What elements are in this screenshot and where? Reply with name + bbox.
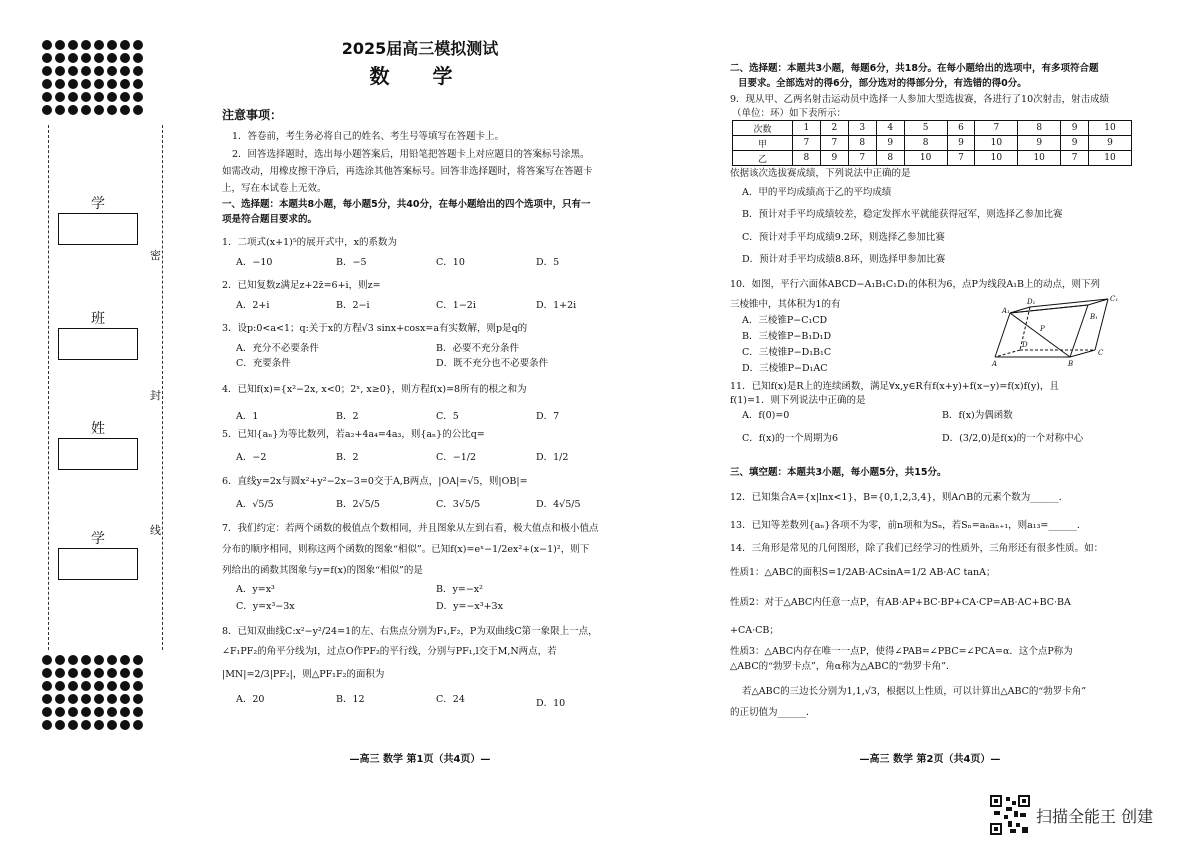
q2-option-d: D．1+2i [536, 300, 577, 311]
table-cell: 1 [792, 121, 820, 136]
q5-option-c: C．−1/2 [436, 452, 477, 463]
q7-option-c: C．y=x³−3x [236, 601, 295, 612]
q3-option-d: D．既不充分也不必要条件 [436, 358, 549, 369]
name-label: 姓 [91, 421, 115, 437]
perforation-dot [133, 92, 143, 102]
perforation-dot [81, 105, 91, 115]
perforation-dot [55, 720, 65, 730]
question-11-line: 11．已知f(x)是R上的连续函数，满足∀x,y∈R有f(x+y)+f(x−y)=f(x)f(y)，且 [730, 381, 1059, 392]
perforation-dots-bottom [42, 655, 146, 733]
q10-option-d: D．三棱锥P−D₁AC [742, 363, 828, 374]
table-cell: 10 [1018, 151, 1061, 166]
perforation-dot [120, 707, 130, 717]
notice-line: 如需改动，用橡皮擦干净后，再选涂其他答案标号。回答非选择题时，将答案写在答题卡 [222, 166, 593, 177]
perforation-dot [107, 668, 117, 678]
perforation-dot [94, 40, 104, 50]
perforation-dot [120, 694, 130, 704]
qr-code-icon [990, 795, 1030, 835]
table-cell: 9 [1061, 136, 1089, 151]
table-cell: 次数 [733, 121, 793, 136]
svg-text:B₁: B₁ [1090, 313, 1098, 321]
question-10-line: 10．如图，平行六面体ABCD−A₁B₁C₁D₁的体积为6，点P为线段A₁B上的动点，则下列 [730, 279, 1100, 290]
table-row [733, 136, 1132, 151]
q2-option-a: A．2+i [236, 300, 270, 311]
q11-option-d: D．(3/2,0)是f(x)的一个对称中心 [942, 433, 1084, 444]
table-cell: 7 [792, 136, 820, 151]
section-heading: 三、填空题：本题共3小题，每小题5分，共15分。 [730, 467, 947, 478]
perforation-dot [42, 655, 52, 665]
perforation-dot [120, 40, 130, 50]
perforation-dot [107, 53, 117, 63]
question-1: 1．二项式(x+1)⁵的展开式中，x的系数为 [222, 237, 397, 248]
perforation-dot [107, 720, 117, 730]
q4-option-c: C．5 [436, 411, 459, 422]
q2-option-b: B．2−i [336, 300, 370, 311]
q7-option-a: A．y=x³ [236, 584, 275, 595]
perforation-dot [133, 40, 143, 50]
q10-option-c: C．三棱锥P−D₁B₁C [742, 347, 832, 358]
perforation-dot [94, 707, 104, 717]
question-2: 2．已知复数z满足z+2z̄=6+i，则z= [222, 280, 381, 291]
seal-mark-mi: 密 [150, 245, 161, 265]
student-id-label: 学 [91, 531, 115, 547]
q1-option-a: A．−10 [236, 257, 273, 268]
perforation-dot [81, 655, 91, 665]
school-field [58, 213, 138, 245]
perforation-dot [42, 40, 52, 50]
perforation-dot [107, 66, 117, 76]
perforation-dot [107, 655, 117, 665]
perforation-dot [133, 707, 143, 717]
question-11-line: f(1)=1．则下列说法中正确的是 [730, 395, 866, 406]
svg-text:D₁: D₁ [1027, 298, 1036, 306]
question-8-line: ∠F₁PF₂的角平分线为l，过点O作PF₂的平行线，分别与PF₁,l交于M,N两点，若 [222, 646, 557, 657]
score-table [732, 120, 1132, 166]
perforation-dot [68, 53, 78, 63]
question-12: 12．已知集合A={x|lnx<1}，B={0,1,2,3,4}，则A∩B的元素个数为______． [730, 492, 1069, 503]
table-cell: 9 [1061, 121, 1089, 136]
perforation-dot [81, 40, 91, 50]
table-cell: 9 [947, 136, 975, 151]
table-cell: 4 [876, 121, 904, 136]
q7-option-b: B．y=−x² [436, 584, 483, 595]
perforation-dot [55, 66, 65, 76]
seal-mark-xian: 线 [150, 520, 161, 540]
perforation-dot [68, 694, 78, 704]
perforation-dot [55, 707, 65, 717]
perforation-dot [81, 681, 91, 691]
q3-option-c: C．充要条件 [236, 358, 291, 369]
table-row [733, 121, 1132, 136]
perforation-dot [120, 105, 130, 115]
perforation-dot [81, 53, 91, 63]
question-8-line: |MN|=2/3|PF₂|，则△PF₁F₂的面积为 [222, 669, 385, 680]
subject-title: 数 学 [369, 64, 471, 88]
question-14-line: 14．三角形是常见的几何图形，除了我们已经学习的性质外，三角形还有很多性质。如： [730, 543, 1104, 554]
perforation-dot [42, 66, 52, 76]
question-7-line: 7．我们约定：若两个函数的极值点个数相同，并且图象从左到右看，极大值点和极小值点 [222, 523, 599, 534]
table-cell: 8 [1018, 121, 1061, 136]
question-4: 4．已知f(x)={x²−2x, x<0；2ˣ, x≥0}，则方程f(x)=8所有的根之和为 [222, 384, 527, 395]
perforation-dot [133, 53, 143, 63]
perforation-dot [81, 707, 91, 717]
perforation-dot [42, 720, 52, 730]
perforation-dot [120, 681, 130, 691]
perforation-dot [94, 681, 104, 691]
question-14-line: 性质3：△ABC内存在唯一一点P，使得∠PAB=∠PBC=∠PCA=α．这个点P称为 [730, 646, 1073, 657]
perforation-dot [42, 92, 52, 102]
perforation-dot [55, 79, 65, 89]
seal-line-right [162, 125, 163, 650]
school-label: 学 [91, 196, 115, 212]
question-9-stem: 依据该次选拔赛成绩，下列说法中正确的是 [730, 168, 911, 179]
perforation-dot [94, 79, 104, 89]
table-cell: 甲 [733, 136, 793, 151]
perforation-dot [68, 655, 78, 665]
q6-option-b: B．2√5/5 [336, 499, 380, 510]
perforation-dot [120, 92, 130, 102]
q3-option-b: B．必要不充分条件 [436, 343, 519, 354]
q11-option-c: C．f(x)的一个周期为6 [742, 433, 839, 444]
table-cell: 8 [876, 151, 904, 166]
q9-option-d: D．预计对手平均成绩8.8环，则选择甲参加比赛 [742, 254, 946, 265]
perforation-dots-top [42, 40, 146, 118]
page-footer: —高三 数学 第2页（共4页）— [859, 754, 1001, 765]
svg-text:C₁: C₁ [1110, 295, 1119, 303]
q11-option-b: B．f(x)为偶函数 [942, 410, 1013, 421]
perforation-dot [68, 681, 78, 691]
q11-option-a: A．f(0)=0 [742, 410, 790, 421]
camscanner-watermark [990, 795, 1153, 835]
q5-option-d: D．1/2 [536, 452, 569, 463]
perforation-dot [81, 66, 91, 76]
perforation-dot [42, 79, 52, 89]
perforation-dot [133, 694, 143, 704]
notice-line: 2．回答选择题时，选出每小题答案后，用铅笔把答题卡上对应题目的答案标号涂黑。 [232, 149, 590, 160]
student-id-field [58, 548, 138, 580]
name-field [58, 438, 138, 470]
perforation-dot [94, 655, 104, 665]
table-cell: 7 [1061, 151, 1089, 166]
perforation-dot [94, 694, 104, 704]
q8-option-c: C．24 [436, 694, 465, 705]
perforation-dot [42, 681, 52, 691]
q8-option-d: D．10 [536, 698, 566, 709]
table-cell: 9 [876, 136, 904, 151]
perforation-dot [120, 53, 130, 63]
perforation-dot [94, 66, 104, 76]
perforation-dot [68, 707, 78, 717]
perforation-dot [55, 681, 65, 691]
perforation-dot [133, 655, 143, 665]
question-14-line: 性质2：对于△ABC内任意一点P，有AB·AP+BC·BP+CA·CP=AB·AC+BC·BA [730, 597, 1071, 608]
perforation-dot [120, 655, 130, 665]
perforation-dot [55, 668, 65, 678]
table-cell: 7 [820, 136, 848, 151]
perforation-dot [55, 40, 65, 50]
q8-option-b: B．12 [336, 694, 365, 705]
q8-option-a: A．20 [236, 694, 265, 705]
perforation-dot [42, 694, 52, 704]
perforation-dot [68, 66, 78, 76]
perforation-dot [55, 694, 65, 704]
table-cell: 乙 [733, 151, 793, 166]
notice-heading: 注意事项： [222, 108, 283, 122]
table-cell: 3 [848, 121, 876, 136]
binding-strip [0, 0, 205, 848]
question-14-line: △ABC的“勃罗卡点”，角α称为△ABC的“勃罗卡角”． [730, 661, 956, 672]
table-cell: 2 [820, 121, 848, 136]
svg-text:A: A [992, 360, 998, 368]
question-8-line: 8．已知双曲线C:x²−y²/24=1的左、右焦点分别为F₁,F₂，P为双曲线C第一象限上一点， [222, 626, 598, 637]
section-heading: 二、选择题：本题共3小题，每题6分，共18分。在每小题给出的选项中，有多项符合题 [730, 63, 1099, 74]
table-cell: 8 [848, 136, 876, 151]
question-9-line: （单位：环）如下表所示： [732, 108, 847, 119]
q1-option-c: C．10 [436, 257, 465, 268]
table-cell: 9 [1089, 136, 1132, 151]
section-heading: 一、选择题：本题共8小题，每小题5分，共40分，在每小题给出的四个选项中，只有一 [222, 199, 591, 210]
perforation-dot [68, 79, 78, 89]
table-cell: 8 [904, 136, 947, 151]
svg-text:P: P [1040, 325, 1045, 333]
perforation-dot [133, 720, 143, 730]
q4-option-b: B．2 [336, 411, 359, 422]
table-cell: 10 [1089, 121, 1132, 136]
table-cell: 10 [975, 151, 1018, 166]
watermark-text: 扫描全能王 创建 [1036, 806, 1154, 826]
q5-option-b: B．2 [336, 452, 359, 463]
question-14-line: +CA·CB； [730, 625, 779, 636]
perforation-dot [120, 668, 130, 678]
question-5: 5．已知{aₙ}为等比数列，若a₂+4a₄=4a₃，则{aₙ}的公比q= [222, 429, 485, 440]
q4-option-a: A．1 [236, 411, 259, 422]
perforation-dot [94, 105, 104, 115]
question-6: 6．直线y=2x与圆x²+y²−2x−3=0交于A,B两点，|OA|=√5，则|OB|= [222, 476, 528, 487]
perforation-dot [133, 668, 143, 678]
perforation-dot [68, 668, 78, 678]
q6-option-a: A．√5/5 [236, 499, 274, 510]
table-row [733, 151, 1132, 166]
perforation-dot [107, 105, 117, 115]
table-cell: 10 [975, 136, 1018, 151]
svg-text:D: D [1022, 341, 1028, 349]
page-2 [720, 0, 1140, 848]
perforation-dot [133, 681, 143, 691]
perforation-dot [107, 92, 117, 102]
perforation-dot [55, 655, 65, 665]
question-13: 13．已知等差数列{aₙ}各项不为零，前n项和为Sₙ，若Sₙ=aₙaₙ₊₁，则a₁₃=______． [730, 520, 1087, 531]
q3-option-a: A．充分不必要条件 [236, 343, 319, 354]
perforation-dot [42, 105, 52, 115]
perforation-dot [42, 53, 52, 63]
q2-option-c: C．1−2i [436, 300, 476, 311]
perforation-dot [120, 720, 130, 730]
table-cell: 7 [975, 121, 1018, 136]
question-14-line: 性质1：△ABC的面积S=1/2AB·ACsinA=1/2 AB·AC tanA； [730, 567, 996, 578]
perforation-dot [120, 79, 130, 89]
svg-text:A₁: A₁ [1002, 307, 1010, 315]
perforation-dot [81, 694, 91, 704]
question-10-line: 三棱锥中，其体积为1的有 [730, 299, 841, 310]
exam-title: 2025届高三模拟测试 [341, 39, 499, 58]
q1-option-b: B．−5 [336, 257, 367, 268]
perforation-dot [94, 720, 104, 730]
class-label: 班 [91, 311, 115, 327]
page-footer: —高三 数学 第1页（共4页）— [349, 754, 491, 765]
perforation-dot [107, 40, 117, 50]
perforation-dot [133, 79, 143, 89]
question-7-line: 列给出的函数其图象与y=f(x)的图象“相似”的是 [222, 565, 423, 576]
q9-option-a: A．甲的平均成绩高于乙的平均成绩 [742, 187, 892, 198]
svg-text:C: C [1098, 349, 1104, 357]
perforation-dot [68, 105, 78, 115]
table-cell: 10 [1089, 151, 1132, 166]
table-cell: 7 [947, 151, 975, 166]
perforation-dot [81, 668, 91, 678]
table-cell: 5 [904, 121, 947, 136]
seal-line-left [48, 125, 49, 650]
q9-option-b: B．预计对手平均成绩较差，稳定发挥水平就能获得冠军，则选择乙参加比赛 [742, 209, 1063, 220]
perforation-dot [133, 105, 143, 115]
q6-option-d: D．4√5/5 [536, 499, 581, 510]
page-1 [210, 0, 630, 848]
question-9-line: 9．现从甲、乙两名射击运动员中选择一人参加大型选拔赛，各进行了10次射击，射击成绩 [730, 94, 1110, 105]
table-cell: 6 [947, 121, 975, 136]
perforation-dot [107, 707, 117, 717]
table-cell: 7 [848, 151, 876, 166]
section-heading: 目要求。全部选对的得6分，部分选对的得部分分，有选错的得0分。 [738, 78, 1027, 89]
perforation-dot [81, 79, 91, 89]
perforation-dot [68, 40, 78, 50]
q5-option-a: A．−2 [236, 452, 267, 463]
question-3: 3．设p:0<a<1；q:关于x的方程√3 sinx+cosx=a有实数解，则p是q的 [222, 323, 528, 334]
perforation-dot [94, 668, 104, 678]
q6-option-c: C．3√5/5 [436, 499, 481, 510]
perforation-dot [55, 53, 65, 63]
perforation-dot [94, 92, 104, 102]
perforation-dot [120, 66, 130, 76]
question-14-line: 若△ABC的三边长分别为1,1,√3，根据以上性质，可以计算出△ABC的“勃罗卡角” [742, 686, 1087, 697]
q7-option-d: D．y=−x³+3x [436, 601, 503, 612]
q1-option-d: D．5 [536, 257, 560, 268]
section-heading: 项是符合题目要求的。 [222, 214, 318, 225]
perforation-dot [68, 720, 78, 730]
parallelepiped-figure [990, 295, 1140, 370]
q10-option-a: A．三棱锥P−C₁CD [742, 315, 828, 326]
perforation-dot [42, 707, 52, 717]
question-7-line: 分布的顺序相同，则称这两个函数的图象“相似”。已知f(x)=eˣ−1/2ex²+(x−1)²，则下 [222, 544, 590, 555]
svg-text:B: B [1068, 360, 1074, 368]
perforation-dot [133, 66, 143, 76]
q9-option-c: C．预计对手平均成绩9.2环，则选择乙参加比赛 [742, 232, 945, 243]
perforation-dot [68, 92, 78, 102]
table-cell: 9 [1018, 136, 1061, 151]
perforation-dot [55, 105, 65, 115]
notice-line: 上，写在本试卷上无效。 [222, 183, 327, 194]
perforation-dot [81, 92, 91, 102]
class-field [58, 328, 138, 360]
q4-option-d: D．7 [536, 411, 560, 422]
perforation-dot [42, 668, 52, 678]
question-14-line: 的正切值为______． [730, 707, 816, 718]
perforation-dot [107, 79, 117, 89]
perforation-dot [55, 92, 65, 102]
seal-mark-feng: 封 [150, 385, 161, 405]
table-cell: 9 [820, 151, 848, 166]
perforation-dot [107, 694, 117, 704]
perforation-dot [107, 681, 117, 691]
table-cell: 10 [904, 151, 947, 166]
notice-line: 1．答卷前，考生务必将自己的姓名、考生号等填写在答题卡上。 [232, 131, 505, 142]
q10-option-b: B．三棱锥P−B₁D₁D [742, 331, 832, 342]
table-cell: 8 [792, 151, 820, 166]
perforation-dot [94, 53, 104, 63]
perforation-dot [81, 720, 91, 730]
